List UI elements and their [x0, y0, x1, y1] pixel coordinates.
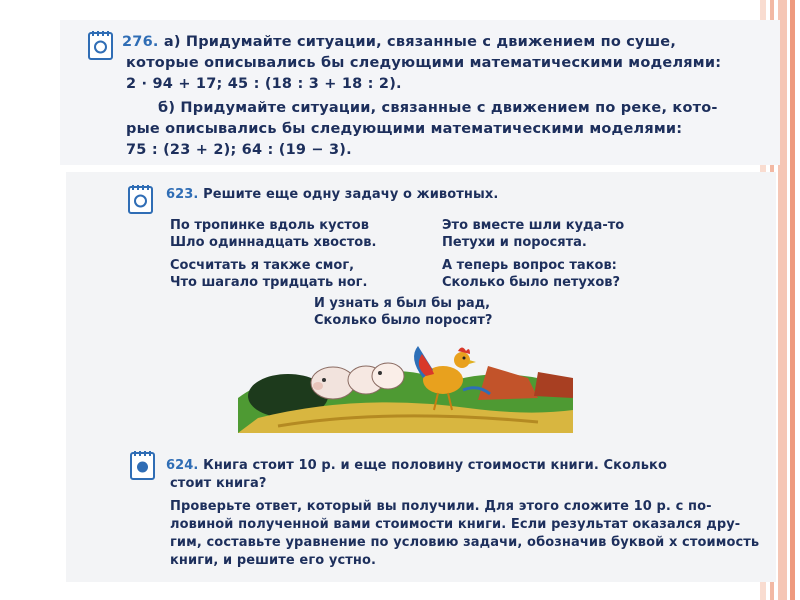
task-623-heading — [166, 187, 498, 202]
pigs-and-rooster-illustration — [238, 338, 573, 433]
task-624-check-4: книги, и решите его устно. — [170, 553, 377, 568]
poem-line: Сколько было петухов? — [442, 275, 621, 290]
poem-line: Сосчитать я также смог, — [170, 258, 355, 273]
task-624-question-2: стоит книга? — [170, 476, 267, 491]
task-623-number: 623. — [166, 187, 199, 202]
poem-line: По тропинке вдоль кустов — [170, 218, 369, 233]
notebook-icon — [88, 30, 114, 60]
task-marker-icon — [130, 450, 156, 480]
task-276-a-text-1: Придумайте ситуации, связанные с движением по суше, — [185, 34, 677, 50]
poem-line: Что шагало тридцать ног. — [170, 275, 368, 290]
task-276-a-label: а) — [163, 34, 181, 50]
task-276-b-text-1: б) Придумайте ситуации, связанные с движением по реке, кото- — [158, 100, 718, 116]
poem-line: И узнать я был бы рад, — [314, 296, 491, 311]
task-276-b-models: 75 : (23 + 2); 64 : (19 − 3). — [126, 142, 352, 158]
task-624-check-1: Проверьте ответ, который вы получили. Для этого сложите 10 р. с по- — [170, 499, 712, 514]
task-276-a-models: 2 · 94 + 17; 45 : (18 : 3 + 18 : 2). — [126, 76, 402, 92]
task-624-number: 624. — [166, 458, 199, 473]
poem-line: Петухи и поросята. — [442, 235, 587, 250]
poem-line: Шло одиннадцать хвостов. — [170, 235, 377, 250]
task-276-line-1 — [122, 34, 676, 50]
poem-line: Сколько было поросят? — [314, 313, 493, 328]
task-624-question-1: Книга стоит 10 р. и еще половину стоимости книги. Сколько — [203, 458, 667, 473]
task-276-b-text-2: рые описывались бы следующими математическими моделями: — [126, 121, 683, 137]
notebook-icon — [128, 184, 154, 214]
task-276-number: 276. — [122, 34, 159, 50]
task-624-line-1 — [166, 458, 667, 473]
poem-line: Это вместе шли куда-то — [442, 218, 625, 233]
task-623-title: Решите еще одну задачу о животных. — [203, 187, 499, 202]
task-276-a-text-2: которые описывались бы следующими математическими моделями: — [126, 55, 722, 71]
task-624-check-2: ловиной полученной вами стоимости книги. Если результат оказался дру- — [170, 517, 741, 532]
poem-line: А теперь вопрос таков: — [442, 258, 617, 273]
task-624-check-3: гим, составьте уравнение по условию задачи, обозначив буквой x стоимость — [170, 535, 760, 550]
